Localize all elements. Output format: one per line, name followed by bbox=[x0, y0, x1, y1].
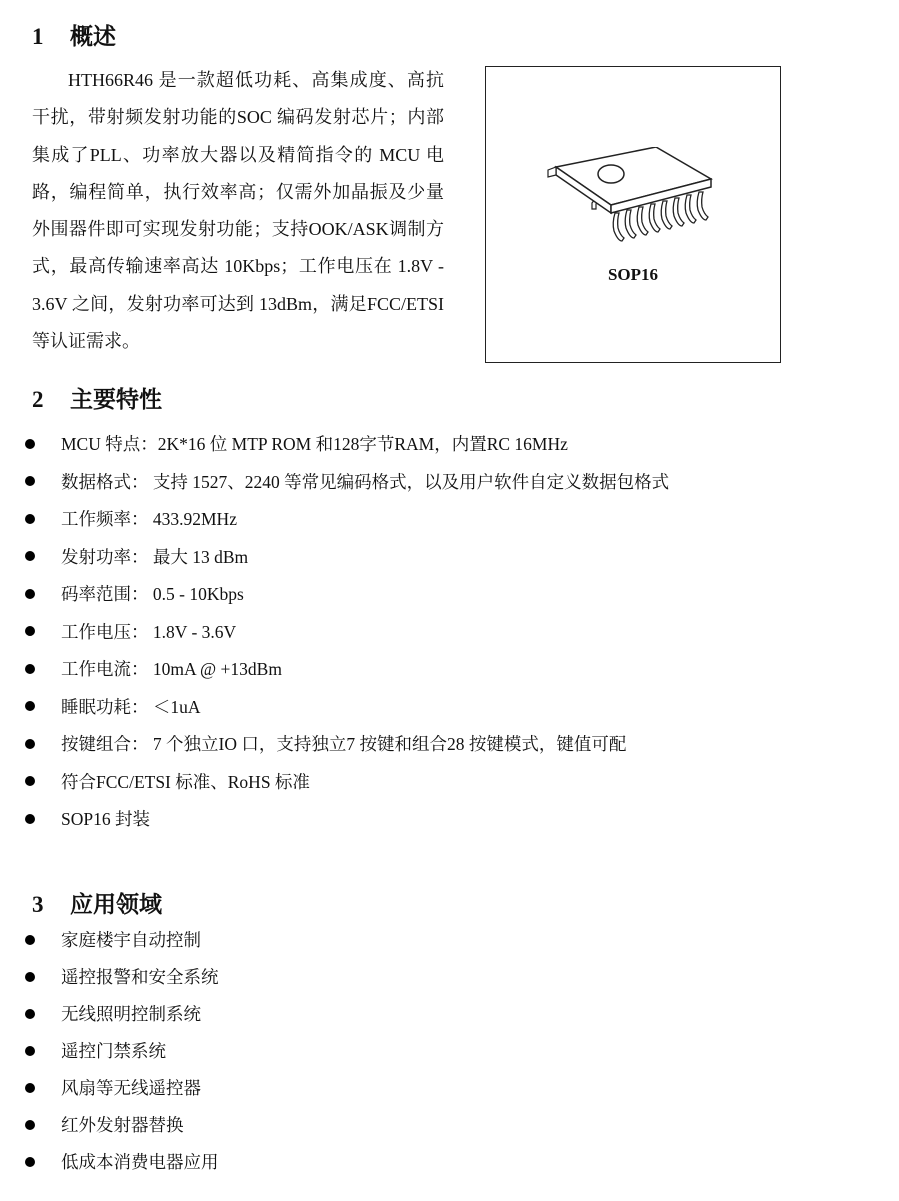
package-figure bbox=[485, 66, 781, 363]
section-number: 1 bbox=[32, 24, 44, 49]
list-item bbox=[22, 613, 669, 651]
bullet-icon bbox=[25, 1046, 35, 1056]
sop16-chip-image bbox=[536, 147, 736, 257]
application-text: 家庭楼宇自动控制 bbox=[61, 930, 201, 950]
section-title: 概述 bbox=[70, 24, 116, 49]
list-item bbox=[22, 995, 219, 1032]
bullet-icon bbox=[25, 514, 35, 524]
feature-text: SOP16 封装 bbox=[61, 809, 150, 830]
application-text: 风扇等无线遥控器 bbox=[61, 1078, 201, 1098]
bullet-icon bbox=[25, 1009, 35, 1019]
list-item bbox=[22, 1143, 219, 1180]
list-item bbox=[22, 425, 669, 463]
list-item bbox=[22, 650, 669, 688]
overview-paragraph bbox=[32, 62, 444, 360]
list-item bbox=[22, 763, 669, 801]
bullet-icon bbox=[25, 1120, 35, 1130]
application-text: 无线照明控制系统 bbox=[61, 1004, 201, 1024]
section-title: 应用领域 bbox=[70, 892, 162, 917]
list-item bbox=[22, 463, 669, 501]
features-list bbox=[22, 425, 669, 838]
section-heading-overview bbox=[32, 18, 116, 51]
bullet-icon bbox=[25, 664, 35, 674]
bullet-icon bbox=[25, 589, 35, 599]
list-item bbox=[22, 800, 669, 838]
list-item bbox=[22, 538, 669, 576]
application-text: 红外发射器替换 bbox=[61, 1115, 184, 1135]
list-item bbox=[22, 1106, 219, 1143]
bullet-icon bbox=[25, 935, 35, 945]
bullet-icon bbox=[25, 551, 35, 561]
application-text: 遥控报警和安全系统 bbox=[61, 967, 219, 987]
feature-text: 数据格式： 支持 1527、2240 等常见编码格式，以及用户软件自定义数据包格式 bbox=[61, 471, 670, 492]
list-item bbox=[22, 1032, 219, 1069]
section-heading-features bbox=[32, 381, 162, 414]
bullet-icon bbox=[25, 739, 35, 749]
application-text: 低成本消费电器应用 bbox=[61, 1152, 219, 1172]
list-item bbox=[22, 921, 219, 958]
feature-text: 工作频率： 433.92MHz bbox=[61, 509, 237, 530]
applications-list bbox=[22, 921, 219, 1180]
bullet-icon bbox=[25, 776, 35, 786]
section-heading-applications bbox=[32, 886, 162, 919]
list-item bbox=[22, 725, 669, 763]
bullet-icon bbox=[25, 1083, 35, 1093]
section-number: 2 bbox=[32, 387, 44, 412]
feature-text: 工作电压： 1.8V - 3.6V bbox=[61, 621, 237, 642]
bullet-icon bbox=[25, 476, 35, 486]
bullet-icon bbox=[25, 439, 35, 449]
feature-text: 工作电流： 10mA @ +13dBm bbox=[61, 659, 282, 680]
feature-text: 按键组合： 7 个独立IO 口，支持独立7 按键和组合28 按键模式，键值可配 bbox=[61, 734, 627, 755]
list-item bbox=[22, 575, 669, 613]
feature-text: 码率范围： 0.5 - 10Kbps bbox=[61, 584, 244, 605]
application-text: 遥控门禁系统 bbox=[61, 1041, 166, 1061]
section-number: 3 bbox=[32, 892, 44, 917]
list-item bbox=[22, 958, 219, 995]
list-item bbox=[22, 500, 669, 538]
package-label: SOP16 bbox=[607, 265, 659, 284]
feature-text: 睡眠功耗： ＜1uA bbox=[61, 696, 201, 717]
list-item bbox=[22, 1069, 219, 1106]
overview-text: HTH66R46 是一款超低功耗、高集成度、高抗干扰，带射频发射功能的SOC 编码发射芯片；内部集成了PLL、功率放大器以及精简指令的 MCU 电路，编程简单，执行效率高；仅需外加晶振及少量外围器件即可实现发射功能；支持OOK/ASK调制方式，最高传输速率高达 10Kbps；工作电压在 1.8V - 3.6V 之间，发射功率可达到 13dBm，满足FCC/ETSI 等认证需求。 bbox=[32, 70, 444, 352]
bullet-icon bbox=[25, 1157, 35, 1167]
feature-text: 符合FCC/ETSI 标准、RoHS 标准 bbox=[61, 771, 310, 792]
feature-text: 发射功率： 最大 13 dBm bbox=[61, 546, 249, 567]
bullet-icon bbox=[25, 814, 35, 824]
bullet-icon bbox=[25, 626, 35, 636]
section-title: 主要特性 bbox=[70, 387, 162, 412]
bullet-icon bbox=[25, 972, 35, 982]
bullet-icon bbox=[25, 701, 35, 711]
list-item bbox=[22, 688, 669, 726]
feature-text: MCU 特点：2K*16 位 MTP ROM 和128字节RAM，内置RC 16MHz bbox=[61, 434, 568, 455]
